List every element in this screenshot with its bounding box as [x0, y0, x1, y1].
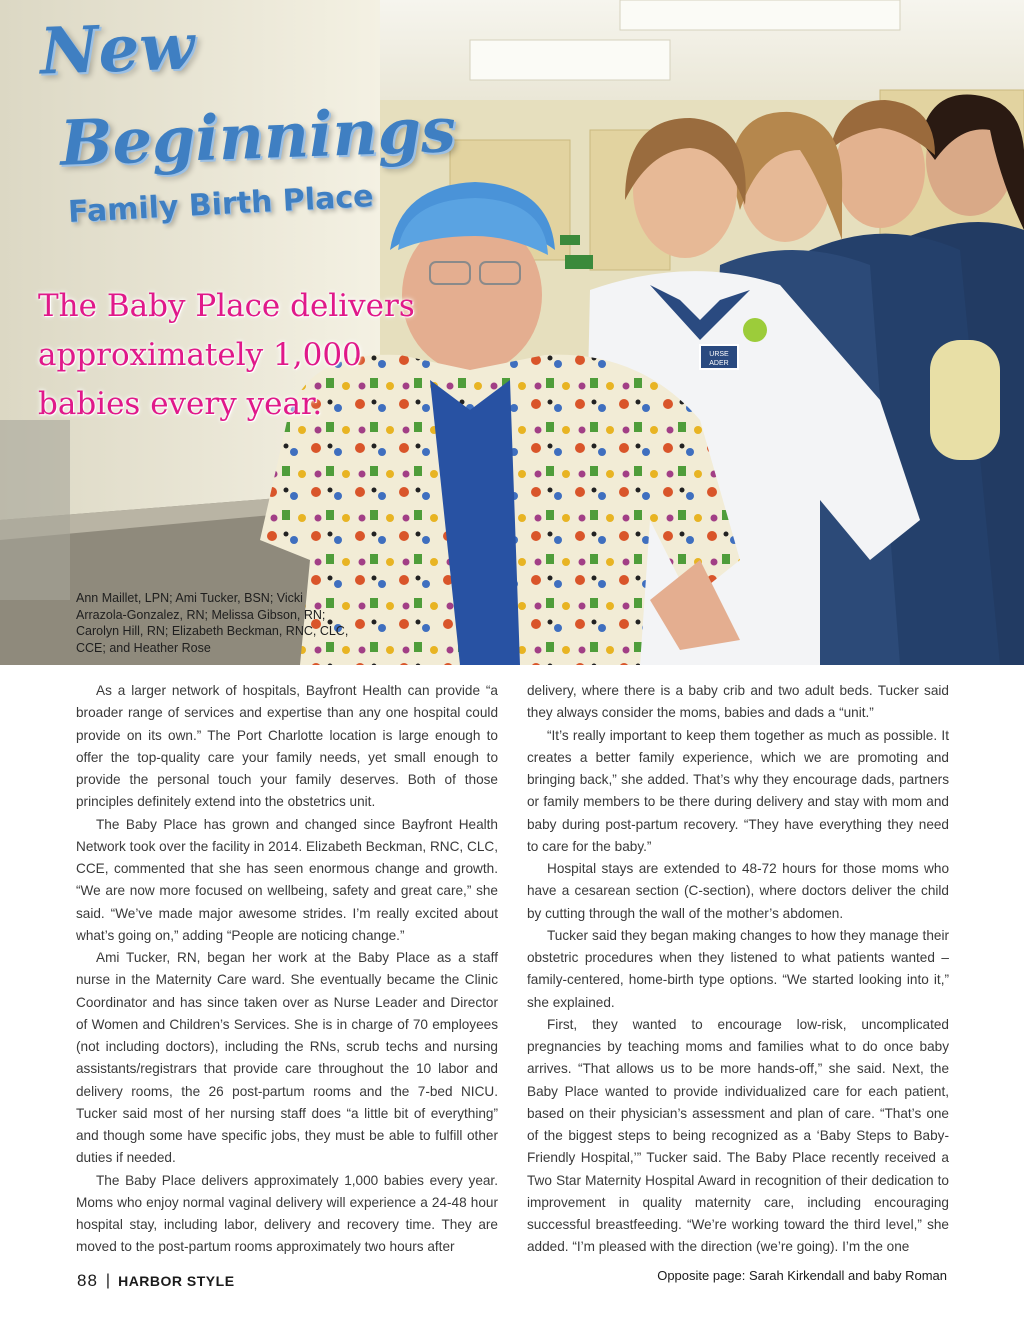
- hero-subtitle: Family Birth Place: [67, 179, 375, 230]
- photo-caption: Ann Maillet, LPN; Ami Tucker, BSN; Vicki Arrazola-Gonzalez, RN; Melissa Gibson, RN; Carolyn Hill, RN; Elizabeth Beckman, RNC, CLC, CCE; and Heather Rose: [76, 591, 349, 655]
- folio-separator: |: [105, 1272, 111, 1289]
- paragraph: First, they wanted to encourage low-risk, uncomplicated pregnancies by teaching moms and families what to do once baby arrives. “That allows us to be more hands-off,” she said. Next, the Baby Place wanted to provide individualized care for each patient, based on their physician’s assessment and plan of care. “That’s one of the biggest steps to being recognized as a ‘Baby Steps to Baby-Friendly Hospital,’” Tucker said. The Baby Place recently received a Two Star Maternity Hospital Award in recognition of their dedication to improvement in quality maternity care, including encouraging successful breastfeeding. “We’re working toward the third level,” she added. “I’m pleased with the direction (we’re going). I’m the one: [527, 1016, 949, 1255]
- paragraph: Hospital stays are extended to 48-72 hours for those moms who have a cesarean section (C-section), where doctors deliver the child by cutting through the wall of the mother’s abdomen.: [527, 861, 949, 921]
- hero-title-new: New: [38, 9, 196, 90]
- page-folio: [77, 1271, 235, 1291]
- opposite-page-caption: Opposite page: Sarah Kirkendall and baby Roman: [657, 1268, 947, 1283]
- article-column-left: [76, 680, 498, 1259]
- name-badge-text: URSE: [709, 351, 729, 358]
- paragraph: Tucker said they began making changes to how they manage their obstetric procedures when they listened to what patients wanted – family-centered, home-birth type options. “We started looking into it,” she explained.: [527, 927, 949, 1010]
- pull-quote: The Baby Place delivers approximately 1,000 babies every year.: [38, 288, 415, 422]
- paragraph: “It’s really important to keep them together as much as possible. It creates a better family experience, which we are promoting and bringing back,” she added. That’s why they encourage dads, partners or family members to be there during delivery and stay with mom and baby during post-partum recovery. “They have everything they need to care for the baby.”: [527, 727, 949, 854]
- hero-title-beginnings: Beginnings: [58, 93, 457, 180]
- page-number: 88: [77, 1271, 98, 1290]
- paragraph: The Baby Place has grown and changed since Bayfront Health Network took over the facility in 2014. Elizabeth Beckman, RNC, CLC, CCE, commented that she has seen enormous change and growth. “We are now more focused on wellbeing, safety and great care,” she said. “We’ve made major awesome strides. I’m really excited about what’s going on,” adding “People are noticing change.”: [76, 816, 498, 943]
- paragraph: The Baby Place delivers approximately 1,000 babies every year. Moms who enjoy normal vaginal delivery will experience a 24-48 hour hospital stay, including labor, delivery and recovery time. They are moved to the post-partum rooms approximately two hours after: [76, 1172, 498, 1255]
- paragraph-continued: delivery, where there is a baby crib and two adult beds. Tucker said they always consider the moms, babies and dads a “unit.”: [527, 683, 949, 721]
- article-column-right: [527, 680, 949, 1259]
- magazine-name: HARBOR STYLE: [118, 1273, 235, 1289]
- svg-text:ADER: ADER: [709, 360, 729, 367]
- paragraph: Ami Tucker, RN, began her work at the Baby Place as a staff nurse in the Maternity Care ward. She eventually became the Clinic Coordinator and has since taken over as Nurse Leader and Director of Women and Children’s Services. She is in charge of 70 employees (not including doctors), including the RNs, scrub techs and nursing assistants/registrars that provide care throughout the 10 labor and delivery rooms, the 26 post-partum rooms and the 7-bed NICU. Tucker said most of her nursing staff does “a little bit of everything” and though some have specific jobs, they must be able to fulfill other duties if needed.: [76, 950, 498, 1166]
- paragraph: As a larger network of hospitals, Bayfront Health can provide “a broader range of services and expertise than any one hospital could provide on its own.” The Port Charlotte location is large enough to offer the top-quality care your family needs, yet small enough to provide the personal touch your family deserves. Both of those principles definitely extend into the obstetrics unit.: [76, 683, 498, 810]
